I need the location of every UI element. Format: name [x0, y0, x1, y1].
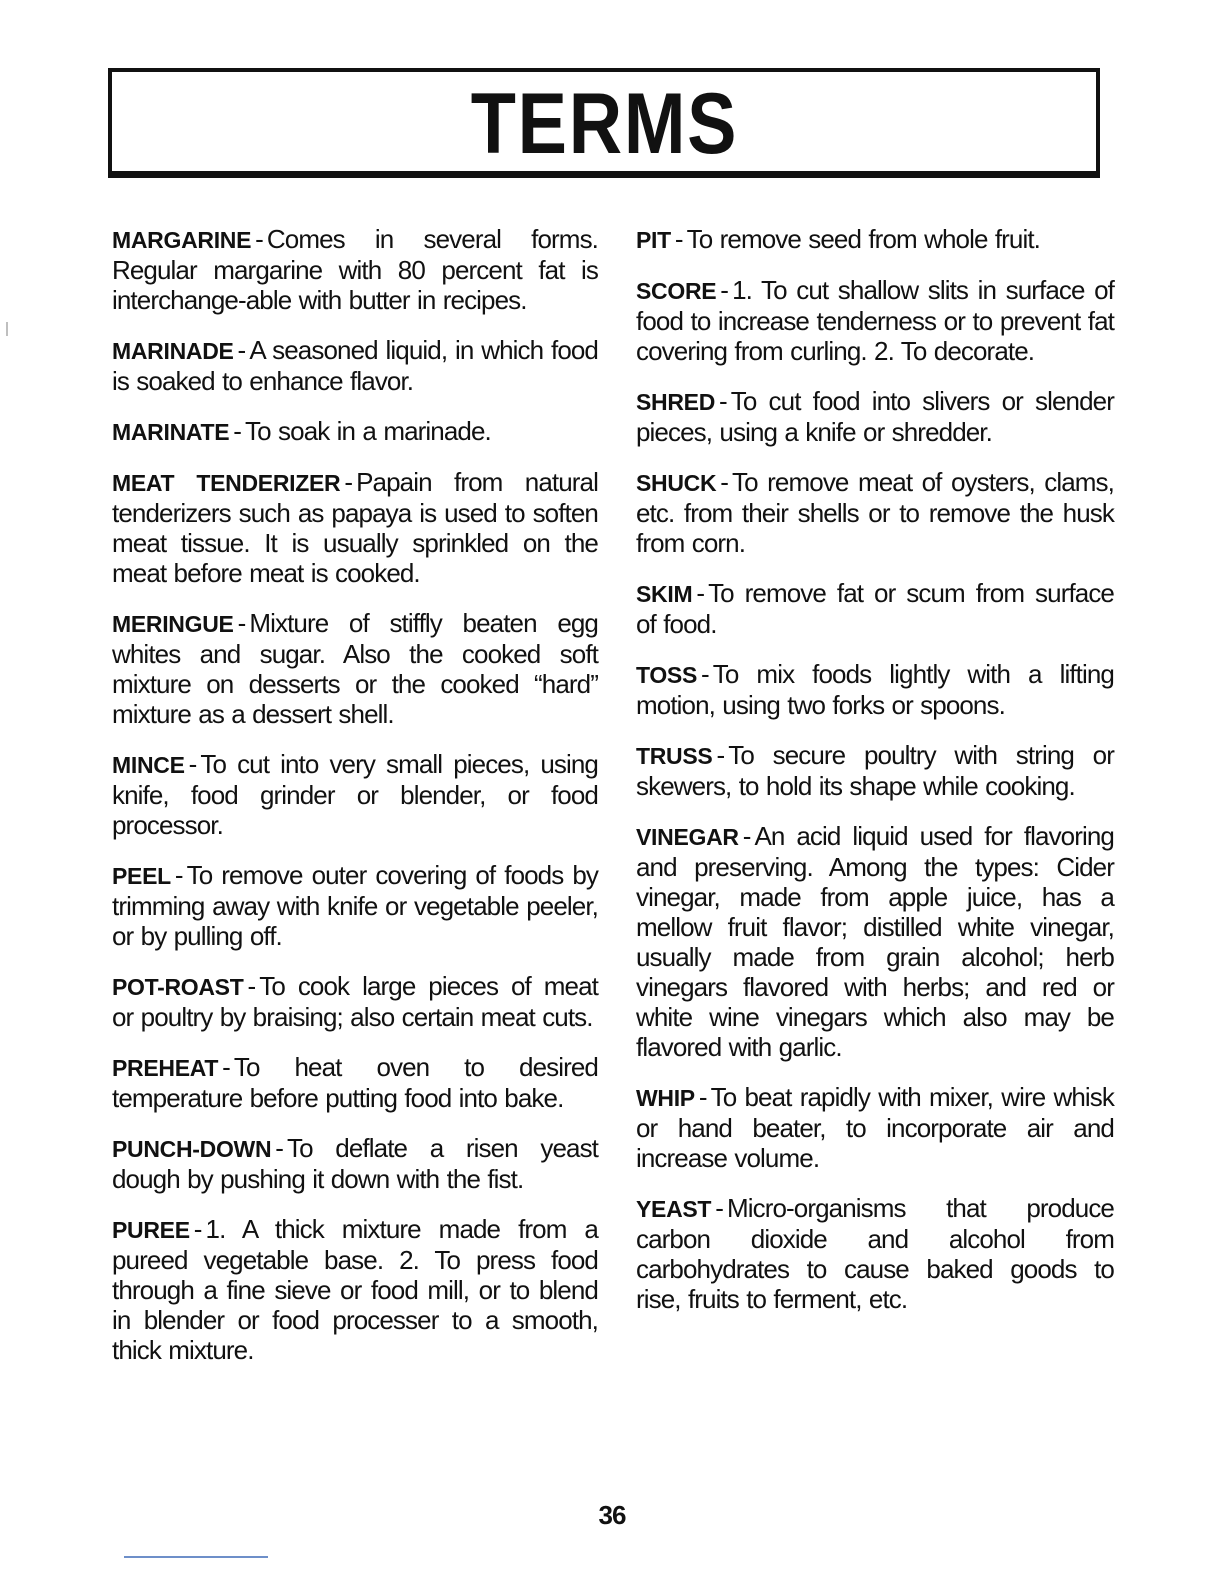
glossary-definition: An acid liquid used for flavoring and preserving. Among the types: Cider vinegar, made from apple juice, has a mellow fruit flavor; distilled white vinegar, usually made from grain alcohol; herb vinegars flavored with herbs; and red or white wine vinegars which also may be flavored with garlic.	[636, 821, 1114, 1062]
glossary-entry: SCORE - 1. To cut shallow slits in surface of food to increase tenderness or to prevent fat covering from curling. 2. To decorate.	[636, 275, 1114, 366]
glossary-definition: To cut into very small pieces, using knife, food grinder or blender, or food processor.	[112, 749, 598, 840]
page-title: TERMS	[470, 75, 738, 172]
glossary-definition: Micro-organisms that produce carbon dioxide and alcohol from carbohydrates to cause baked goods to rise, fruits to ferment, etc.	[636, 1193, 1114, 1314]
glossary-term: TOSS	[636, 662, 698, 688]
glossary-entry: PUNCH-DOWN - To deflate a risen yeast dough by pushing it down with the fist.	[112, 1133, 598, 1194]
glossary-term: TRUSS	[636, 743, 713, 769]
glossary-definition: To remove seed from whole fruit.	[686, 224, 1041, 254]
glossary-definition: Comes in several forms. Regular margarine with 80 percent fat is interchange-able with butter in recipes.	[112, 224, 598, 315]
glossary-definition: A seasoned liquid, in which food is soaked to enhance flavor.	[112, 335, 598, 396]
glossary-term: MARINATE	[112, 419, 230, 445]
glossary-entry: SHRED - To cut food into slivers or slender pieces, using a knife or shredder.	[636, 386, 1114, 447]
glossary-entry: VINEGAR - An acid liquid used for flavoring and preserving. Among the types: Cider vinegar, made from apple juice, has a mellow fruit flavor; distilled white vinegar, usually made from grain alcohol; herb vinegars flavored with herbs; and red or white wine vinegars which also may be flavored with garlic.	[636, 821, 1114, 1062]
glossary-term: SKIM	[636, 581, 693, 607]
title-box	[108, 68, 1100, 178]
glossary-entry: MARINATE - To soak in a marinade.	[112, 416, 491, 446]
glossary-entry: TOSS - To mix foods lightly with a lifting motion, using two forks or spoons.	[636, 659, 1114, 720]
glossary-term: WHIP	[636, 1085, 695, 1111]
glossary-entry: MINCE - To cut into very small pieces, using knife, food grinder or blender, or food processor.	[112, 749, 598, 840]
glossary-term: MERINGUE	[112, 611, 234, 637]
glossary-entry: PREHEAT - To heat oven to desired temperature before putting food into bake.	[112, 1052, 598, 1113]
glossary-entry: POT-ROAST - To cook large pieces of meat or poultry by braising; also certain meat cuts.	[112, 971, 598, 1032]
glossary-term: YEAST	[636, 1196, 712, 1222]
glossary-term: SHUCK	[636, 470, 717, 496]
glossary-definition: To remove fat or scum from surface of food.	[636, 578, 1114, 639]
glossary-definition: To mix foods lightly with a lifting motion, using two forks or spoons.	[636, 659, 1114, 720]
glossary-entry: SKIM - To remove fat or scum from surface of food.	[636, 578, 1114, 639]
glossary-term: MINCE	[112, 752, 185, 778]
glossary-definition: To cut food into slivers or slender pieces, using a knife or shredder.	[636, 386, 1114, 447]
glossary-entry: WHIP - To beat rapidly with mixer, wire whisk or hand beater, to incorporate air and increase volume.	[636, 1082, 1114, 1173]
glossary-definition: To deflate a risen yeast dough by pushing it down with the fist.	[112, 1133, 598, 1194]
glossary-term: PREHEAT	[112, 1055, 219, 1081]
scan-artifact-line	[124, 1556, 268, 1558]
glossary-entry: MARGARINE - Comes in several forms. Regular margarine with 80 percent fat is interchange-able with butter in recipes.	[112, 224, 598, 315]
glossary-definition: To remove meat of oysters, clams, etc. from their shells or to remove the husk from corn.	[636, 467, 1114, 558]
page-number: 36	[598, 1500, 626, 1530]
glossary-entry: TRUSS - To secure poultry with string or skewers, to hold its shape while cooking.	[636, 740, 1114, 801]
glossary-entry: MARINADE - A seasoned liquid, in which food is soaked to enhance flavor.	[112, 335, 598, 396]
glossary-definition: 1. To cut shallow slits in surface of food to increase tenderness or to prevent fat covering from curling. 2. To decorate.	[636, 275, 1114, 366]
glossary-entry: PIT - To remove seed from whole fruit.	[636, 224, 1041, 254]
glossary-entry: MERINGUE - Mixture of stiffly beaten egg whites and sugar. Also the cooked soft mixture on desserts or the cooked “hard” mixture as a dessert shell.	[112, 608, 598, 729]
glossary-term: SHRED	[636, 389, 716, 415]
glossary-entry: MEAT TENDERIZER - Papain from natural tenderizers such as papaya is used to soften meat tissue. It is usually sprinkled on the meat before meat is cooked.	[112, 467, 598, 588]
glossary-term: VINEGAR	[636, 824, 739, 850]
glossary-definition: To heat oven to desired temperature before putting food into bake.	[112, 1052, 598, 1113]
glossary-term: MARINADE	[112, 338, 234, 364]
glossary-entry: PUREE - 1. A thick mixture made from a pureed vegetable base. 2. To press food through a fine sieve or food mill, or to blend in blender or food processer to a smooth, thick mixture.	[112, 1214, 598, 1365]
glossary-definition: To soak in a marinade.	[245, 416, 491, 446]
glossary-term: PUNCH-DOWN	[112, 1136, 272, 1162]
glossary-definition: To secure poultry with string or skewers, to hold its shape while cooking.	[636, 740, 1114, 801]
glossary-term: POT-ROAST	[112, 974, 244, 1000]
glossary-definition: Mixture of stiffly beaten egg whites and sugar. Also the cooked soft mixture on desserts or the cooked “hard” mixture as a dessert shell.	[112, 608, 598, 729]
right-column	[636, 224, 1114, 1334]
glossary-entry: PEEL - To remove outer covering of foods by trimming away with knife or vegetable peeler, or by pulling off.	[112, 860, 598, 951]
glossary-definition: To beat rapidly with mixer, wire whisk or hand beater, to incorporate air and increase volume.	[636, 1082, 1114, 1173]
left-column	[112, 224, 598, 1385]
glossary-definition: To cook large pieces of meat or poultry by braising; also certain meat cuts.	[112, 971, 598, 1032]
glossary-definition: Papain from natural tenderizers such as papaya is used to soften meat tissue. It is usually sprinkled on the meat before meat is cooked.	[112, 467, 598, 588]
glossary-definition: 1. A thick mixture made from a pureed vegetable base. 2. To press food through a fine sieve or food mill, or to blend in blender or food processer to a smooth, thick mixture.	[112, 1214, 598, 1365]
glossary-entry: SHUCK - To remove meat of oysters, clams, etc. from their shells or to remove the husk from corn.	[636, 467, 1114, 558]
glossary-term: SCORE	[636, 278, 717, 304]
scan-artifact-mark	[6, 322, 8, 336]
glossary-entry: YEAST - Micro-organisms that produce carbon dioxide and alcohol from carbohydrates to cause baked goods to rise, fruits to ferment, etc.	[636, 1193, 1114, 1314]
glossary-term: PEEL	[112, 863, 171, 889]
glossary-term: MEAT TENDERIZER	[112, 470, 341, 496]
glossary-definition: To remove outer covering of foods by trimming away with knife or vegetable peeler, or by pulling off.	[112, 860, 598, 951]
glossary-term: PIT	[636, 227, 671, 253]
glossary-term: MARGARINE	[112, 227, 252, 253]
glossary-term: PUREE	[112, 1217, 190, 1243]
